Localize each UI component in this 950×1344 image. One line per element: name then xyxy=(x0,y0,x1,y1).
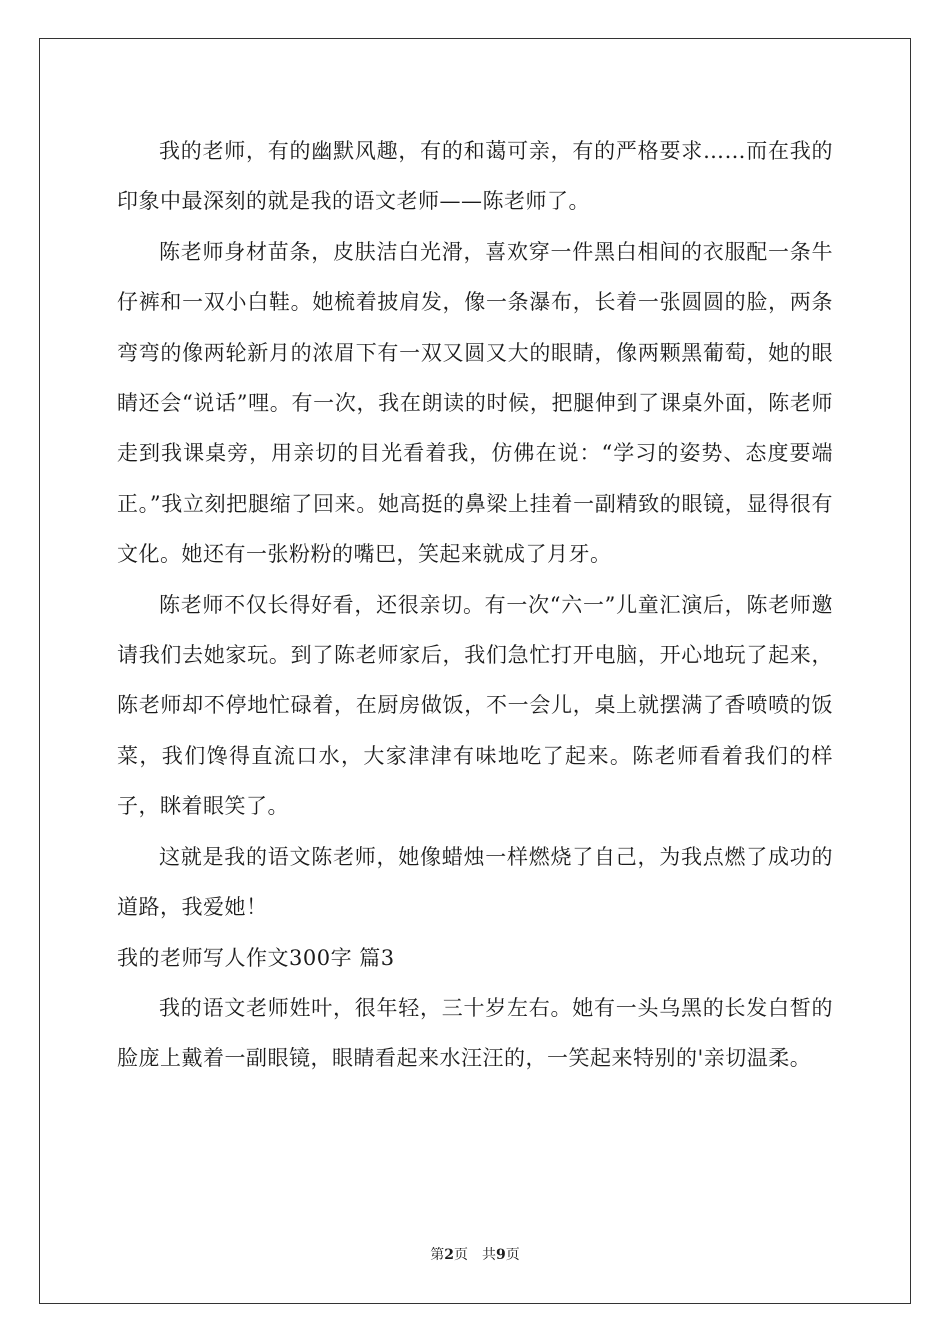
page-current: 2 xyxy=(444,1247,454,1263)
section-heading: 我的老师写人作文300字 篇3 xyxy=(117,945,395,970)
page-suffix: 页 xyxy=(505,1247,520,1263)
paragraph-kindness: 陈老师不仅长得好看，还很亲切。有一次“六一”儿童汇演后，陈老师邀请我们去她家玩。到了陈老师家后，我们急忙打开电脑，开心地玩了起来，陈老师却不停地忙碌着，在厨房做饭，不一会儿，桌上就摆满了香喷喷的饭菜，我们馋得直流口水，大家津津有味地吃了起来。陈老师看着我们的样子，眯着眼笑了。 xyxy=(117,592,833,819)
paragraph-conclusion: 这就是我的语文陈老师，她像蜡烛一样燃烧了自己，为我点燃了成功的道路，我爱她！ xyxy=(117,844,833,920)
paragraph-appearance: 陈老师身材苗条，皮肤洁白光滑，喜欢穿一件黑白相间的衣服配一条牛仔裤和一双小白鞋。她梳着披肩发，像一条瀑布，长着一张圆圆的脸，两条弯弯的像两轮新月的浓眉下有一双又圆又大的眼睛，像两颗黑葡萄，她的眼睛还会“说话”哩。有一次，我在朗读的时候，把腿伸到了课桌外面，陈老师走到我课桌旁，用亲切的目光看着我，仿佛在说：“学习的姿势、态度要端正。”我立刻把腿缩了回来。她高挺的鼻梁上挂着一副精致的眼镜，显得很有文化。她还有一张粉粉的嘴巴，笑起来就成了月牙。 xyxy=(117,239,833,567)
paragraph-intro: 我的老师，有的幽默风趣，有的和蔼可亲，有的严格要求……而在我的印象中最深刻的就是我的语文老师——陈老师了。 xyxy=(117,139,833,214)
page-number-footer xyxy=(0,1245,950,1265)
paragraph-section3-intro: 我的语文老师姓叶，很年轻，三十岁左右。她有一头乌黑的长发白皙的脸庞上戴着一副眼镜，眼睛看起来水汪汪的，一笑起来特别的'亲切温柔。 xyxy=(117,995,833,1071)
document-body xyxy=(117,126,833,1084)
page-total: 9 xyxy=(496,1247,506,1263)
page-prefix: 第 xyxy=(430,1247,445,1263)
page-mid: 页 共 xyxy=(454,1247,496,1263)
